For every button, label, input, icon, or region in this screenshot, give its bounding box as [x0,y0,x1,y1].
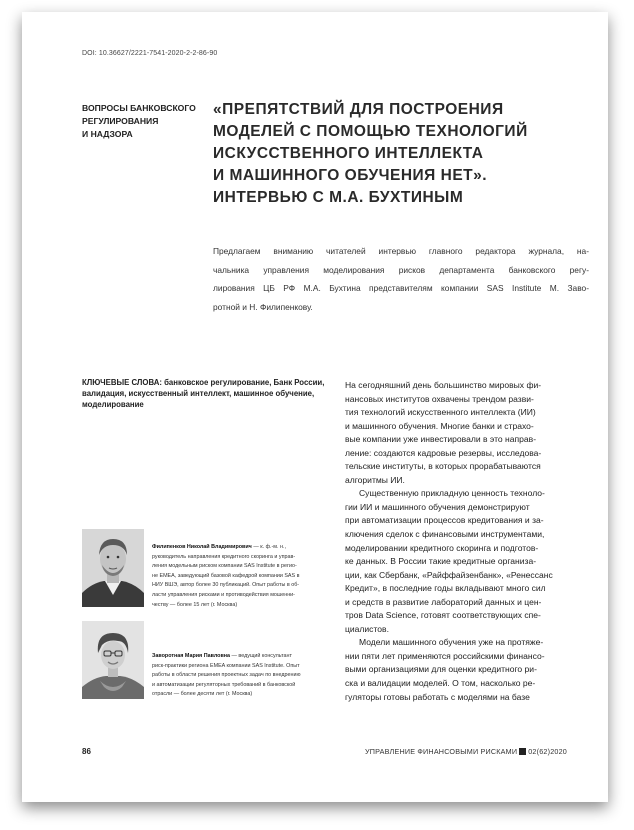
lead-line: лирования ЦБ РФ М.А. Бухтина представителям компании SAS Institute М. Заво- [213,283,589,294]
bio-line: работы в области решения проектных задач по внедрению [152,672,301,679]
body-text [345,379,588,704]
bio-line: — ведущий консультант [230,653,292,659]
section-heading [82,102,202,141]
title-line: МОДЕЛЕЙ С ПОМОЩЬЮ ТЕХНОЛОГИЙ [213,123,528,140]
lead-paragraph [213,242,589,316]
title-line: И МАШИННОГО ОБУЧЕНИЯ НЕТ». [213,167,488,184]
title-line: ИНТЕРВЬЮ С М.А. БУХТИНЫМ [213,189,464,206]
author-bio-filipenkov [152,543,338,610]
title-line: «ПРЕПЯТСТВИЙ ДЛЯ ПОСТРОЕНИЯ [213,101,504,118]
body-line: нансовых институтов охвачены трендом разви- [345,393,534,404]
body-line: ление: создаются кадровые резервы, исследова- [345,447,542,458]
keywords [82,377,342,410]
bio-line: — к. ф.-м. н., [251,544,286,550]
body-line: моделировании кредитного скоринга и подготов- [345,542,539,553]
lead-line: чальника управления моделирования рисков департамента банковского регу- [213,264,589,275]
body-line: алгоритмы ИИ. [345,474,405,485]
section-line: РЕГУЛИРОВАНИЯ [82,116,159,126]
keywords-line: моделирование [82,400,144,409]
bio-line: честву — более 15 лет (г. Москва) [152,601,238,608]
bio-line: ления модельным риском компании SAS Institute в регио- [152,563,297,570]
bio-line: риск-практики региона EMEA компании SAS Institute. Опыт [152,662,300,669]
body-line: Модели машинного обучения уже на протяже- [359,637,544,648]
bio-line: отрасли — более десяти лет (г. Москва) [152,691,253,698]
body-line: Кредит», в последние годы вкладывают много сил [345,583,546,594]
body-line: циалистов. [345,623,389,634]
body-line: тров Data Science, готовят соответствующих спе- [345,610,541,621]
body-line: при автоматизации процессов кредитования и за- [345,515,544,526]
bio-line: руководитель направления кредитного скоринга и управ- [152,553,296,560]
body-line: нии пяти лет применяются российскими финансо- [345,650,545,661]
lead-line: ротной и Н. Филипенкову. [213,301,313,312]
journal-name: УПРАВЛЕНИЕ ФИНАНСОВЫМИ РИСКАМИ [364,747,518,756]
journal-page [22,12,608,802]
body-line: тия технологий искусственного интеллекта (ИИ) [345,407,536,418]
lead-line: Предлагаем вниманию читателей интервью главного редактора журнала, на- [213,246,589,256]
body-line: гии ИИ и машинного обучения демонстрируют [345,501,530,512]
body-line: На сегодняшний день большинство мировых фи- [345,380,542,390]
body-line: ции, как Сбербанк, «Райффайзенбанк», «Ренессанс [345,569,553,580]
bio-line: и автоматизации регуляторных требований в банковской [152,681,296,688]
bio-line: не EMEA, заведующий базовой кафедрой компании SAS в [152,572,300,579]
section-line: И НАДЗОРА [82,129,133,139]
body-line: тельские институты, в которых прорабатываются [345,461,541,472]
title-line: ИСКУССТВЕННОГО ИНТЕЛЛЕКТА [213,145,484,162]
author-name: Заворотная Мария Павловна [152,653,231,659]
body-line: выми организациями для оценки кредитного ри- [345,664,537,675]
square-icon [519,748,526,755]
author-photo-zavorotnaya [82,621,144,699]
article-title [213,99,583,209]
author-bio-zavorotnaya [152,652,338,700]
body-line: ключения сделок с финансовыми инструментами, [345,529,545,540]
body-line: ке данных. В России такие кредитные организа- [345,556,537,567]
doi-text: DOI: 10.36627/2221-7541-2020-2-2-86-90 [82,50,218,57]
body-line: ска и валидации моделей. О том, насколько ре- [345,678,536,689]
author-photo-filipenkov [82,529,144,607]
keywords-line: КЛЮЧЕВЫЕ СЛОВА: банковское регулирование, Банк России, [82,378,325,387]
body-line: Существенную прикладную ценность техноло- [359,488,545,499]
journal-issue: 02(62)2020 [528,747,567,756]
section-line: ВОПРОСЫ БАНКОВСКОГО [82,103,196,113]
author-name: Филипенков Николай Владимирович [152,544,252,550]
bio-line: НИУ ВШЭ, автор более 30 публикаций. Опыт работы в об- [152,582,300,589]
page-number: 86 [82,747,91,756]
body-line: вые компании уже инвестировали в это направ- [345,434,537,445]
bio-line: ласти управления рисками и противодействия мошенни- [152,591,295,598]
body-line: гуляторы готовы работать с моделями на базе [345,691,530,702]
body-line: и машинного обучения. Многие банки и страхо- [345,420,534,431]
journal-footer [365,747,567,756]
body-line: и средств в развитие лабораторий данных и цен- [345,596,542,607]
keywords-line: валидация, искусственный интеллект, машинное обучение, [82,389,315,398]
